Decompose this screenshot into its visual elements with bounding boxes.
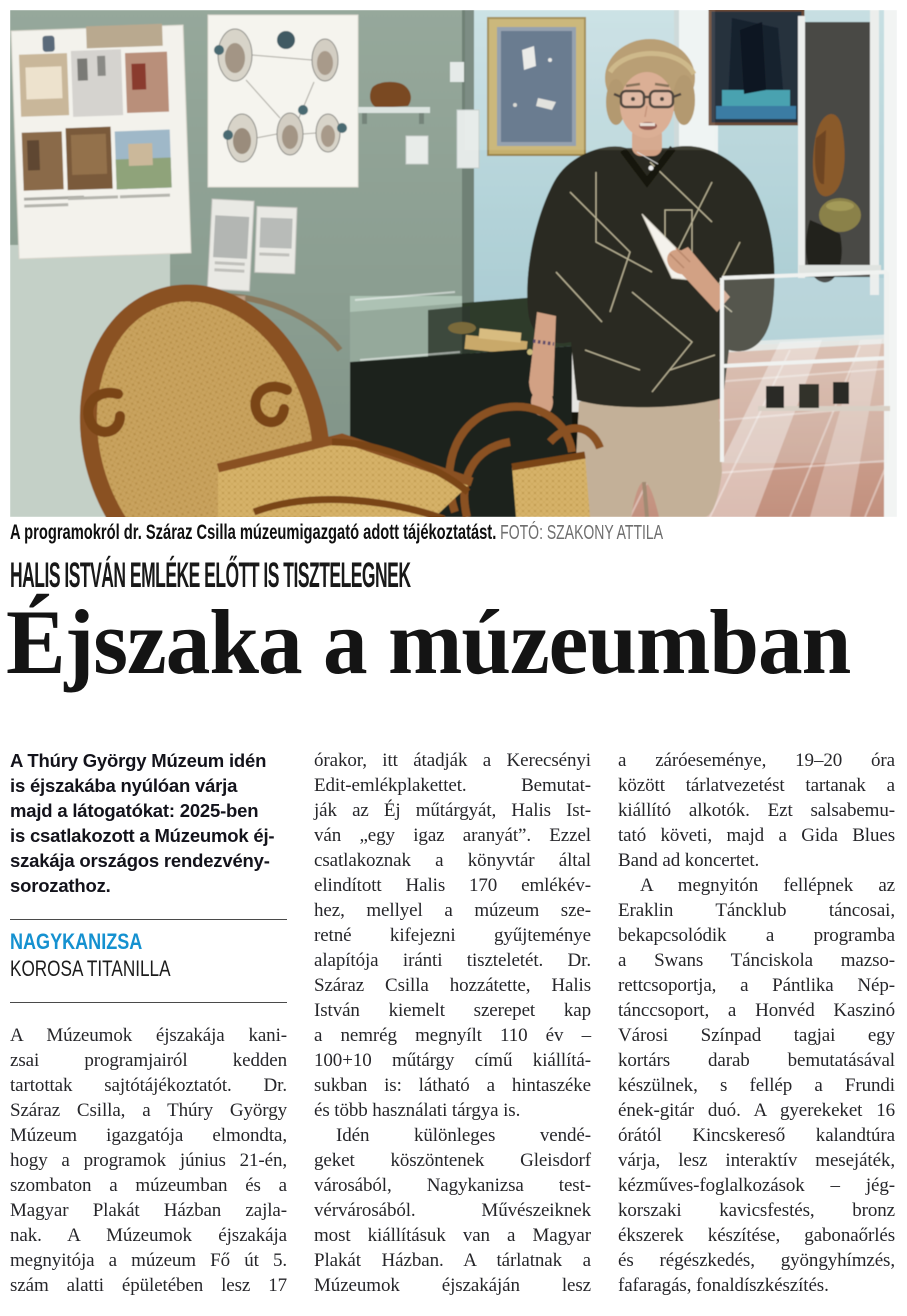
article-line: most kiállításuk van a Magyar: [314, 1225, 591, 1246]
byline-author: KOROSA TITANILLA: [10, 956, 171, 981]
article-column-3: [618, 748, 895, 1298]
photo-caption-text: A programokról dr. Száraz Csilla múzeumigazgató adott tájékoztatást.: [10, 521, 497, 544]
article-line: várja, lesz interaktív mesejáték,: [618, 1150, 895, 1171]
article-line: hez, mellyel a múzeum sze-: [314, 900, 591, 921]
article-line: kortárs darab bemutatásával: [618, 1050, 895, 1071]
article-line: szám alatti épületében lesz 17: [10, 1275, 287, 1296]
dark-painting-right: [710, 10, 803, 124]
article-line: korszaki kavicsfestés, bronz: [618, 1200, 895, 1221]
article-line: szombaton a múzeumban és a: [10, 1175, 287, 1196]
article-line: A megnyitón fellépnek az: [640, 875, 895, 896]
article-line: szakája országos rendezvény-: [10, 850, 270, 871]
wall-label-small: [450, 62, 464, 82]
article-body: [10, 748, 897, 1298]
article-line: Magyar Plakát Házban zajla-: [10, 1200, 287, 1221]
article-line: Száraz Csilla hozzátette, Halis: [314, 975, 591, 996]
headline: Éjszaka a múzeumban: [6, 591, 851, 693]
article-line: ván „egy igaz aranyát”. Ezzel: [314, 825, 591, 846]
article-line: hogy a programok június 21-én,: [10, 1150, 287, 1171]
divider-rule-bottom: [10, 1002, 287, 1003]
column-1-text: [10, 1023, 287, 1298]
article-line: is éjszakába nyúlóan várja: [10, 775, 238, 796]
exhibit-poster-left: [11, 23, 191, 259]
article-line: Eraklin Táncklub táncosai,: [618, 900, 895, 921]
article-line: tánccsoport, a Honvéd Kaszinó: [618, 1000, 895, 1021]
article-line: majd a látogatókat: 2025-ben: [10, 800, 259, 821]
article-line: ének-gitár duó. A gyerekeket 16: [618, 1100, 895, 1121]
article-column-2: [314, 748, 591, 1298]
article-line: Band ad koncertet.: [618, 850, 760, 871]
article-line: a Swans Tánciskola mazso-: [618, 950, 895, 971]
article-line: Plakát Házban. A tárlatnak a: [314, 1250, 591, 1271]
article-line: Edit-emlékplakettet. Bemutat-: [314, 775, 591, 796]
article-line: sorozathoz.: [10, 875, 111, 896]
lead-paragraph: [10, 748, 287, 898]
article-line: is csatlakozott a Múzeumok éj-: [10, 825, 275, 846]
article-line: megnyitója a múzeum Fő út 5.: [10, 1250, 287, 1271]
article-line: csatlakoznak a könyvtár által: [314, 850, 591, 871]
museum-interior-photo: [10, 10, 897, 517]
article-line: Városi Színpad tagjai egy: [618, 1025, 895, 1046]
family-tree-poster: [208, 15, 358, 187]
article-line: tató követi, majd a Gida Blues: [618, 825, 895, 846]
article-line: Múzeumok éjszakáján lesz: [314, 1275, 591, 1296]
article-photo: [10, 10, 897, 517]
article-line: sukban is: látható a hintaszéke: [314, 1075, 591, 1096]
photo-caption: [10, 521, 897, 545]
article-line: retné kifejezni gyűjteménye: [314, 925, 591, 946]
article-line: rettcsoportja, a Pántlika Nép-: [618, 975, 895, 996]
article-line: készülnek, s fellép a Frundi: [618, 1075, 895, 1096]
article-line: 100+10 műtárgy című kiállítá-: [314, 1050, 591, 1071]
article-line: kiállító alkotók. Ezt salsabemu-: [618, 800, 895, 821]
article-line: geket köszöntenek Gleisdorf: [314, 1150, 591, 1171]
article-line: városából, Nagykanizsa test-: [314, 1175, 591, 1196]
article-line: István kiemelt szerepet kap: [314, 1000, 591, 1021]
article-line: kézműves-foglalkozások – jég-: [618, 1175, 895, 1196]
divider-rule-top: [10, 919, 287, 920]
photo-credit: FOTÓ: SZAKONY ATTILA: [496, 522, 664, 544]
article-line: Idén különleges vendé-: [336, 1125, 591, 1146]
glass-display-case: [722, 272, 890, 463]
article-line: Száraz Csilla, a Thúry György: [10, 1100, 287, 1121]
article-line: órától Kincskereső kalandtúra: [618, 1125, 895, 1146]
article-line: alapítója iránti tiszteletét. Dr.: [314, 950, 591, 971]
article-line: Múzeum igazgatója elmondta,: [10, 1125, 287, 1146]
article-line: nak. A Múzeumok éjszakája: [10, 1225, 287, 1246]
article-line: zsai programjairól kedden: [10, 1050, 287, 1071]
article-line: A Múzeumok éjszakája kani-: [10, 1025, 287, 1046]
article-line: bekapcsolódik a programba: [618, 925, 895, 946]
byline-location: NAGYKANIZSA: [10, 929, 143, 954]
article-line: és több használati tárgya is.: [314, 1100, 521, 1121]
article-line: fafaragás, fonaldíszkészítés.: [618, 1275, 829, 1296]
article-line: a záróeseménye, 19–20 óra: [618, 750, 895, 771]
article-line: vérvárosából. Művészeiknek: [314, 1200, 591, 1221]
article-line: A Thúry György Múzeum idén: [10, 750, 267, 771]
article-line: elindított Halis 170 emlékév-: [314, 875, 591, 896]
kicker: HALIS ISTVÁN EMLÉKE ELŐTT IS TISZTELEGNEK: [10, 556, 411, 595]
article-column-1: [10, 748, 287, 1298]
article-line: között tárlatvezetést tartanak a: [618, 775, 895, 796]
article-line: órakor, itt átadják a Kerecsényi: [314, 750, 591, 771]
article-line: tartottak sajtótájékoztatót. Dr.: [10, 1075, 287, 1096]
article-line: és régészkedés, gyöngyhímzés,: [618, 1250, 895, 1271]
article-line: a nemrég megnyílt 110 év –: [314, 1025, 591, 1046]
byline: [10, 929, 287, 982]
article-line: ják az Éj műtárgyát, Halis Ist-: [314, 800, 591, 821]
article-line: ékszerek készítése, gabonaőrlés: [618, 1225, 895, 1246]
